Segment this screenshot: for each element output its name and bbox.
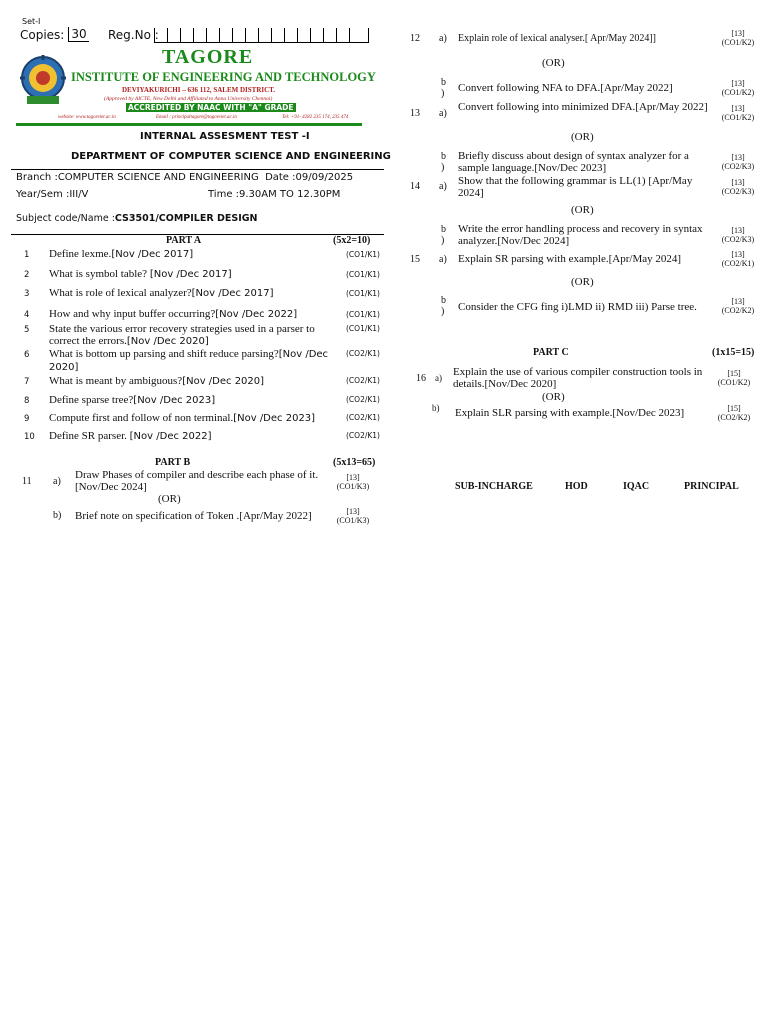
q15a-text: Explain SR parsing with example.[Apr/May 2024] [458, 253, 682, 265]
question-text: Define sparse tree? [49, 394, 134, 406]
part-a-title: PART A [166, 235, 202, 246]
question-text: Define lexme. [49, 248, 112, 260]
part-a-q-text [49, 412, 334, 425]
part-a-q-number: 10 [24, 432, 35, 442]
part-a-q-number: 1 [24, 250, 30, 260]
year-sem: Year/Sem :III/V [16, 189, 89, 200]
divider [11, 169, 384, 170]
q12a-sub: a) [439, 33, 447, 44]
q11b-co-level: (CO1/K3) [336, 516, 370, 525]
q12-or: (OR) [542, 57, 565, 69]
q16-or: (OR) [542, 391, 565, 403]
q14-number: 14 [410, 181, 420, 192]
question-text: What is meant by ambiguous? [49, 375, 183, 387]
question-reference: [Nov /Dec 2023] [133, 395, 216, 406]
question-reference: [Nov /Dec 2020] [126, 336, 209, 347]
question-reference: [Nov /Dec 2017] [191, 288, 274, 299]
q16b-sub: b) [432, 403, 440, 413]
q13-number: 13 [410, 108, 420, 119]
part-c-title: PART C [533, 347, 569, 358]
q13a-co-level: (CO1/K2) [721, 113, 755, 122]
q14a-co-level: (CO2/K3) [721, 187, 755, 196]
q13a-text: Convert following into minimized DFA.[Apr/May 2022] [458, 101, 708, 113]
college-address: DEVIYAKURICHI – 636 112, SALEM DISTRICT. [122, 86, 276, 94]
q15a-co [718, 250, 758, 268]
college-subtitle: INSTITUTE OF ENGINEERING AND TECHNOLOGY [71, 70, 376, 84]
q12-number: 12 [410, 33, 420, 44]
q13b-sub: b ) [441, 151, 446, 173]
regno-boxes[interactable] [154, 28, 369, 43]
q12b-text: Convert following NFA to DFA.[Apr/May 2022] [458, 82, 673, 94]
q16a-sub: a) [435, 373, 442, 383]
q12a-text: Explain role of lexical analyser.[ Apr/May 2024]] [458, 33, 656, 44]
question-text: How and why input buffer occurring? [49, 308, 216, 320]
q12a-co [718, 29, 758, 47]
signature-hod: HOD [565, 481, 588, 492]
signature-iqac: IQAC [623, 481, 650, 492]
q11b-mark: [13] [346, 507, 360, 516]
q16a-co-level: (CO1/K2) [717, 378, 751, 387]
q11-number: 11 [22, 476, 32, 487]
regno-label: Reg.No : [108, 28, 159, 42]
q14b-co [718, 226, 758, 244]
q15-or: (OR) [571, 276, 594, 288]
q16b-text: Explain SLR parsing with example.[Nov/Dec 2023] [455, 407, 685, 419]
part-a-q-number: 4 [24, 310, 30, 320]
part-a-q-number: 7 [24, 377, 30, 387]
part-a-q-text [49, 287, 334, 300]
part-a-q-number: 3 [24, 289, 30, 299]
q14a-mark: [13] [731, 178, 745, 187]
q14b-mark: [13] [731, 226, 745, 235]
question-reference: [Nov /Dec 2020] [49, 349, 329, 373]
part-a-q-text [49, 430, 334, 443]
q15b-co-level: (CO2/K2) [721, 306, 755, 315]
q15b-mark: [13] [731, 297, 745, 306]
q14a-sub: a) [439, 181, 447, 192]
test-title: INTERNAL ASSESMENT TEST -I [140, 131, 310, 142]
question-text: Define SR parser. [49, 430, 130, 442]
q16a-co [714, 369, 754, 387]
q16b-co-level: (CO2/K2) [717, 413, 751, 422]
q16b-mark: [15] [727, 404, 741, 413]
q14a-text: Show that the following grammar is LL(1) [Apr/May 2024] [458, 175, 693, 199]
part-a-co-level: (CO1/K1) [346, 250, 380, 259]
q14b-sub: b ) [441, 224, 446, 246]
part-a-co-level: (CO2/K1) [346, 376, 380, 385]
question-reference: [Nov /Dec 2020] [182, 376, 265, 387]
question-text: Compute first and follow of non terminal. [49, 412, 234, 424]
question-text: State the various error recovery strategies used in a parser to correct the errors. [49, 323, 315, 347]
question-text: What is symbol table? [49, 268, 150, 280]
q14a-co [718, 178, 758, 196]
website-text: website: www.tagoreiet.ac.in [58, 115, 116, 120]
q15b-sub: b ) [441, 295, 446, 317]
part-a-marks: (5x2=10) [333, 235, 371, 246]
part-c-marks: (1x15=15) [712, 347, 755, 358]
q12b-mark: [13] [731, 79, 745, 88]
part-a-q-text [49, 323, 334, 348]
part-a-q-text [49, 375, 334, 388]
approval-text: (Approved by AICTE, New Delhi and Affiliated to Anna University Chennai) [104, 96, 273, 102]
part-a-q-text [49, 348, 334, 374]
question-reference: [Nov /Dec 2023] [233, 413, 316, 424]
question-reference: [Nov /Dec 2022] [215, 309, 298, 320]
q13b-co-level: (CO2/K3) [721, 162, 755, 171]
question-reference: [Nov /Dec 2017] [111, 249, 194, 260]
part-b-marks: (5x13=65) [333, 457, 376, 468]
q11-or: (OR) [158, 493, 181, 505]
copies-value: 30 [68, 27, 89, 42]
q13-or: (OR) [571, 131, 594, 143]
q13a-mark: [13] [731, 104, 745, 113]
q13b-mark: [13] [731, 153, 745, 162]
part-a-q-number: 9 [24, 414, 30, 424]
part-a-co-level: (CO2/K1) [346, 431, 380, 440]
q11b-co [333, 507, 373, 525]
part-a-q-text [49, 248, 334, 261]
q12b-co-level: (CO1/K2) [721, 88, 755, 97]
naac-badge: ACCREDITED BY NAAC WITH "A" GRADE [128, 103, 294, 112]
subject-line [16, 213, 257, 224]
email-text: Email : principaltagore@tagoreiet.ac.in [156, 115, 237, 120]
question-text: What is role of lexical analyzer? [49, 287, 192, 299]
q16a-mark: [15] [727, 369, 741, 378]
q15a-mark: [13] [731, 250, 745, 259]
college-name: TAGORE [162, 46, 254, 68]
signature-sub-incharge: SUB-INCHARGE [455, 481, 533, 492]
subject-value: CS3501/COMPILER DESIGN [114, 213, 258, 224]
q15-number: 15 [410, 254, 420, 265]
part-a-co-level: (CO1/K1) [346, 310, 380, 319]
q12a-co-level: (CO1/K2) [721, 38, 755, 47]
part-a-co-level: (CO2/K1) [346, 413, 380, 422]
q15b-text: Consider the CFG fing i)LMD ii) RMD iii) Parse tree. [458, 301, 697, 313]
q16a-text: Explain the use of various compiler construction tools in details.[Nov/Dec 2020] [453, 366, 703, 390]
q16-number: 16 [416, 373, 426, 384]
exam-time: Time :9.30AM TO 12.30PM [208, 189, 341, 200]
q13b-co [718, 153, 758, 171]
part-b-title: PART B [155, 457, 191, 468]
tel-text: Tel: +91- 4282 235 174, 235 474 [282, 115, 349, 120]
copies-label: Copies: [20, 28, 65, 42]
part-a-q-text [49, 308, 334, 321]
q14b-text: Write the error handling process and recovery in syntax analyzer.[Nov/Dec 2024] [458, 223, 703, 247]
part-a-co-level: (CO2/K1) [346, 349, 380, 358]
q12a-mark: [13] [731, 29, 745, 38]
subject-label: Subject code/Name : [16, 213, 115, 224]
q14-or: (OR) [571, 204, 594, 216]
q11b-text: Brief note on specification of Token .[Apr/May 2022] [75, 510, 312, 522]
part-a-co-level: (CO1/K1) [346, 324, 380, 333]
q16b-co [714, 404, 754, 422]
part-a-q-text [49, 394, 334, 407]
part-a-q-text [49, 268, 334, 281]
q15a-co-level: (CO2/K1) [721, 259, 755, 268]
header-divider [16, 123, 362, 126]
part-a-co-level: (CO1/K1) [346, 270, 380, 279]
part-a-co-level: (CO1/K1) [346, 289, 380, 298]
question-reference: [Nov /Dec 2017] [149, 269, 232, 280]
q11a-co-level: (CO1/K3) [336, 482, 370, 491]
q11a-mark: [13] [346, 473, 360, 482]
q15b-co [718, 297, 758, 315]
q13a-sub: a) [439, 108, 447, 119]
q15a-sub: a) [439, 254, 447, 265]
question-text: What is bottom up parsing and shift reduce parsing? [49, 348, 279, 360]
college-logo [18, 54, 68, 106]
q11a-co [333, 473, 373, 491]
part-a-q-number: 8 [24, 396, 30, 406]
q11a-sub: a) [53, 476, 61, 487]
q12b-co [718, 79, 758, 97]
set-label: Set-I [22, 17, 41, 26]
part-a-q-number: 5 [24, 325, 30, 335]
branch-line: Branch :COMPUTER SCIENCE AND ENGINEERING Date :09/09/2025 [16, 172, 354, 183]
q12b-sub: b ) [441, 77, 446, 99]
question-reference: [Nov /Dec 2022] [129, 431, 212, 442]
q13a-co [718, 104, 758, 122]
department-title: DEPARTMENT OF COMPUTER SCIENCE AND ENGINEERING [71, 151, 391, 162]
part-a-co-level: (CO2/K1) [346, 395, 380, 404]
q13b-text: Briefly discuss about design of syntax analyzer for a sample language.[Nov/Dec 2023] [458, 150, 689, 174]
part-a-q-number: 2 [24, 270, 30, 280]
signature-principal: PRINCIPAL [684, 481, 739, 492]
q11b-sub: b) [53, 510, 62, 521]
part-a-q-number: 6 [24, 350, 30, 360]
q14b-co-level: (CO2/K3) [721, 235, 755, 244]
q11a-text: Draw Phases of compiler and describe each phase of it. [Nov/Dec 2024] [75, 469, 319, 493]
